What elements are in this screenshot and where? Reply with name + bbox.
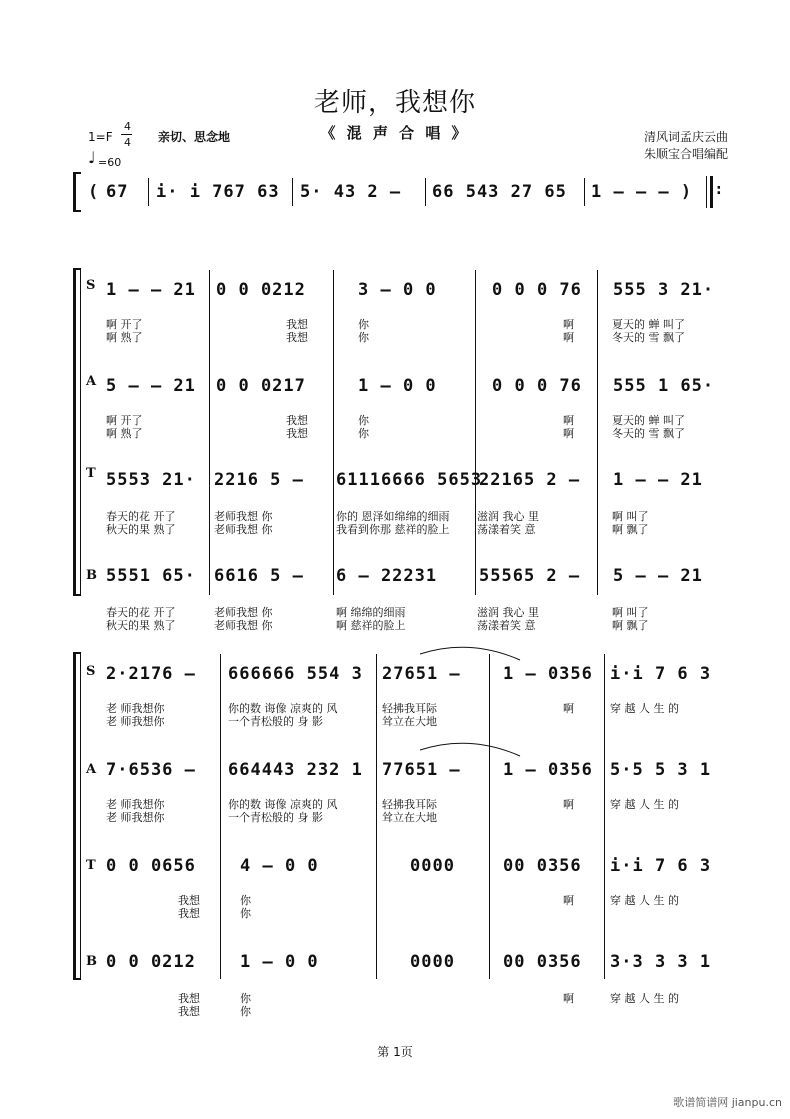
s2-tenor-lyric1-m5: 穿 越 人 生 的: [610, 894, 679, 907]
s1-tenor-lyric1-m2: 老师我想 你: [214, 510, 273, 523]
s2-tenor-m5: i·i 7 6 3: [610, 856, 712, 876]
s2-tenor-m2: 4 – 0 0: [240, 856, 319, 876]
s2-alto-lyric2-m3: 耸立在大地: [382, 811, 437, 824]
s2-alto-m1: 7·6536 –: [106, 760, 196, 780]
s2-bass-m3: 0000: [410, 952, 455, 972]
s1-alto-lyric2-m4: 啊: [563, 427, 574, 440]
s1-soprano-m1: 1 – – 21: [106, 280, 196, 300]
s2-bass-lyric2-m2: 你: [240, 1005, 251, 1018]
song-subtitle: 《 混 声 合 唱 》: [320, 124, 470, 142]
s2-tenor-m1: 0 0 0656: [106, 856, 196, 876]
s2-alto-lyric1-m5: 穿 越 人 生 的: [610, 798, 679, 811]
s1-bass-lyric1-m2: 老师我想 你: [214, 606, 273, 619]
s1-soprano-lyric2-m4: 啊: [563, 331, 574, 344]
s2-bass-lyric1-m4: 啊: [563, 992, 574, 1005]
s1-bass-m2: 6616 5 –: [214, 566, 304, 586]
s1-tenor-lyric1-m3: 你的 恩泽如绵绵的细雨: [336, 510, 450, 523]
time-signature-top: 4: [124, 120, 131, 133]
part-label-bass: B: [86, 954, 97, 969]
s1-tenor-m1: 5553 21·: [106, 470, 196, 490]
intro-m3: 5· 43 2 –: [300, 182, 402, 202]
tie-arc: [420, 743, 520, 756]
key-signature: 1=F: [88, 130, 113, 144]
s2-soprano-m2: 666666 554 3: [228, 664, 363, 684]
s1-bass-lyric1-m4: 滋润 我心 里: [477, 606, 539, 619]
s1-bass-lyric1-m5: 啊 叫了: [612, 606, 649, 619]
s2-soprano-lyric1-m3: 轻拂我耳际: [382, 702, 437, 715]
s1-bass-lyric1-m1: 春天的花 开了: [106, 606, 176, 619]
s1-bass-lyric2-m5: 啊 飘了: [612, 619, 649, 632]
s2-tenor-lyric1-m2: 你: [240, 894, 251, 907]
part-label-bass: B: [86, 568, 97, 583]
s2-bass-m1: 0 0 0212: [106, 952, 196, 972]
s1-tenor-lyric2-m5: 啊 飘了: [612, 523, 649, 536]
s2-alto-lyric2-m1: 老 师我想你: [106, 811, 165, 824]
s1-bass-m4: 55565 2 –: [479, 566, 581, 586]
s2-bass-lyric2-m1: 我想: [178, 1005, 200, 1018]
s1-soprano-lyric1-m2: 我想: [286, 318, 308, 331]
credit-composer: 清风词孟庆云曲: [643, 130, 728, 144]
s1-alto-m1: 5 – – 21: [106, 376, 196, 396]
s2-soprano-lyric2-m1: 老 师我想你: [106, 715, 165, 728]
s2-soprano-m5: i·i 7 6 3: [610, 664, 712, 684]
s2-bass-m2: 1 – 0 0: [240, 952, 319, 972]
intro-open-paren: (: [88, 182, 100, 202]
s1-alto-m5: 555 1 65·: [613, 376, 715, 396]
s1-alto-lyric2-m5: 冬天的 雪 飘了: [612, 427, 685, 440]
s1-alto-lyric2-m3: 你: [358, 427, 369, 440]
s2-soprano-m4: 1 – 0356: [503, 664, 593, 684]
s1-tenor-lyric2-m1: 秋天的果 熟了: [106, 523, 176, 536]
s1-alto-lyric1-m1: 啊 开了: [106, 414, 143, 427]
s1-alto-m2: 0 0 0217: [216, 376, 306, 396]
part-label-soprano: S: [86, 278, 96, 293]
page-number: 第 1页: [377, 1045, 413, 1059]
intro-m1: 67: [106, 182, 129, 202]
quarter-note-icon: ♩: [88, 148, 96, 167]
s1-alto-lyric1-m5: 夏天的 蝉 叫了: [612, 414, 685, 427]
s2-soprano-lyric1-m4: 啊: [563, 702, 574, 715]
s1-soprano-lyric1-m4: 啊: [563, 318, 574, 331]
s1-alto-lyric1-m3: 你: [358, 414, 369, 427]
repeat-dots-icon: :: [716, 182, 722, 198]
song-title: 老师，我想你: [313, 88, 476, 118]
s2-tenor-lyric1-m4: 啊: [563, 894, 574, 907]
s1-soprano-m2: 0 0 0212: [216, 280, 306, 300]
s1-soprano-lyric2-m3: 你: [358, 331, 369, 344]
s1-soprano-m4: 0 0 0 76: [492, 280, 582, 300]
s1-alto-lyric1-m2: 我想: [286, 414, 308, 427]
expression-mark: 亲切、思念地: [158, 130, 231, 144]
s2-alto-lyric2-m2: 一个青松般的 身 影: [228, 811, 323, 824]
tie-arc: [420, 647, 520, 660]
s1-soprano-lyric2-m1: 啊 熟了: [106, 331, 143, 344]
s2-tenor-lyric2-m2: 你: [240, 907, 251, 920]
s2-alto-lyric1-m1: 老 师我想你: [106, 798, 165, 811]
s1-bass-lyric1-m3: 啊 绵绵的细雨: [336, 606, 406, 619]
credit-arranger: 朱顺宝合唱编配: [643, 147, 728, 161]
s1-tenor-lyric1-m1: 春天的花 开了: [106, 510, 176, 523]
part-label-alto: A: [86, 762, 97, 777]
s1-tenor-lyric2-m3: 我看到你那 慈祥的脸上: [336, 523, 450, 536]
s1-bass-lyric2-m2: 老师我想 你: [214, 619, 273, 632]
s1-soprano-lyric1-m1: 啊 开了: [106, 318, 143, 331]
s2-tenor-m4: 00 0356: [503, 856, 582, 876]
s1-soprano-lyric1-m3: 你: [358, 318, 369, 331]
s1-soprano-m3: 3 – 0 0: [358, 280, 437, 300]
s2-bass-lyric1-m2: 你: [240, 992, 251, 1005]
s2-soprano-lyric1-m2: 你的数 诲像 凉爽的 风: [228, 702, 338, 715]
intro-m2: i· i 767 63: [156, 182, 280, 202]
s1-alto-m4: 0 0 0 76: [492, 376, 582, 396]
tempo-mark: =60: [98, 156, 122, 169]
s1-soprano-lyric1-m5: 夏天的 蝉 叫了: [612, 318, 685, 331]
s1-alto-lyric2-m1: 啊 熟了: [106, 427, 143, 440]
s1-bass-lyric2-m1: 秋天的果 熟了: [106, 619, 176, 632]
s2-alto-m2: 664443 232 1: [228, 760, 363, 780]
s1-alto-lyric1-m4: 啊: [563, 414, 574, 427]
s1-tenor-m2: 2216 5 –: [214, 470, 304, 490]
intro-m5: 1 – – – ): [591, 182, 693, 202]
s1-soprano-m5: 555 3 21·: [613, 280, 715, 300]
s1-bass-lyric2-m4: 荡漾着笑 意: [477, 619, 536, 632]
s1-tenor-m5: 1 – – 21: [613, 470, 703, 490]
s1-tenor-lyric1-m5: 啊 叫了: [612, 510, 649, 523]
s1-alto-m3: 1 – 0 0: [358, 376, 437, 396]
time-signature-bottom: 4: [124, 136, 131, 149]
s2-alto-lyric1-m4: 啊: [563, 798, 574, 811]
s1-bass-m1: 5551 65·: [106, 566, 196, 586]
s1-soprano-lyric2-m2: 我想: [286, 331, 308, 344]
s2-soprano-lyric2-m3: 耸立在大地: [382, 715, 437, 728]
s2-tenor-lyric2-m1: 我想: [178, 907, 200, 920]
s1-bass-m5: 5 – – 21: [613, 566, 703, 586]
s2-soprano-m1: 2·2176 –: [106, 664, 196, 684]
s1-tenor-m4: 22165 2 –: [479, 470, 581, 490]
part-label-tenor: T: [86, 858, 96, 873]
s1-bass-m3: 6 – 22231: [336, 566, 438, 586]
watermark: 歌谱简谱网 jianpu.cn: [673, 1096, 782, 1109]
s1-tenor-lyric2-m4: 荡漾着笑 意: [477, 523, 536, 536]
part-label-soprano: S: [86, 664, 96, 679]
s2-bass-m5: 3·3 3 3 1: [610, 952, 712, 972]
s2-alto-lyric1-m2: 你的数 诲像 凉爽的 风: [228, 798, 338, 811]
s2-alto-m5: 5·5 5 3 1: [610, 760, 712, 780]
s2-soprano-lyric1-m1: 老 师我想你: [106, 702, 165, 715]
s2-alto-m3: 77651 –: [382, 760, 461, 780]
s2-bass-lyric1-m1: 我想: [178, 992, 200, 1005]
s2-soprano-lyric1-m5: 穿 越 人 生 的: [610, 702, 679, 715]
part-label-alto: A: [86, 374, 97, 389]
s1-soprano-lyric2-m5: 冬天的 雪 飘了: [612, 331, 685, 344]
s2-soprano-m3: 27651 –: [382, 664, 461, 684]
s2-tenor-lyric1-m1: 我想: [178, 894, 200, 907]
s1-tenor-lyric1-m4: 滋润 我心 里: [477, 510, 539, 523]
s1-alto-lyric2-m2: 我想: [286, 427, 308, 440]
s1-bass-lyric2-m3: 啊 慈祥的脸上: [336, 619, 406, 632]
s2-tenor-m3: 0000: [410, 856, 455, 876]
s2-alto-lyric1-m3: 轻拂我耳际: [382, 798, 437, 811]
s1-tenor-lyric2-m2: 老师我想 你: [214, 523, 273, 536]
intro-m4: 66 543 27 65: [432, 182, 567, 202]
s1-tenor-m3: 61116666 5653: [336, 470, 483, 490]
part-label-tenor: T: [86, 466, 96, 481]
s2-bass-lyric1-m5: 穿 越 人 生 的: [610, 992, 679, 1005]
s2-soprano-lyric2-m2: 一个青松般的 身 影: [228, 715, 323, 728]
s2-alto-m4: 1 – 0356: [503, 760, 593, 780]
s2-bass-m4: 00 0356: [503, 952, 582, 972]
